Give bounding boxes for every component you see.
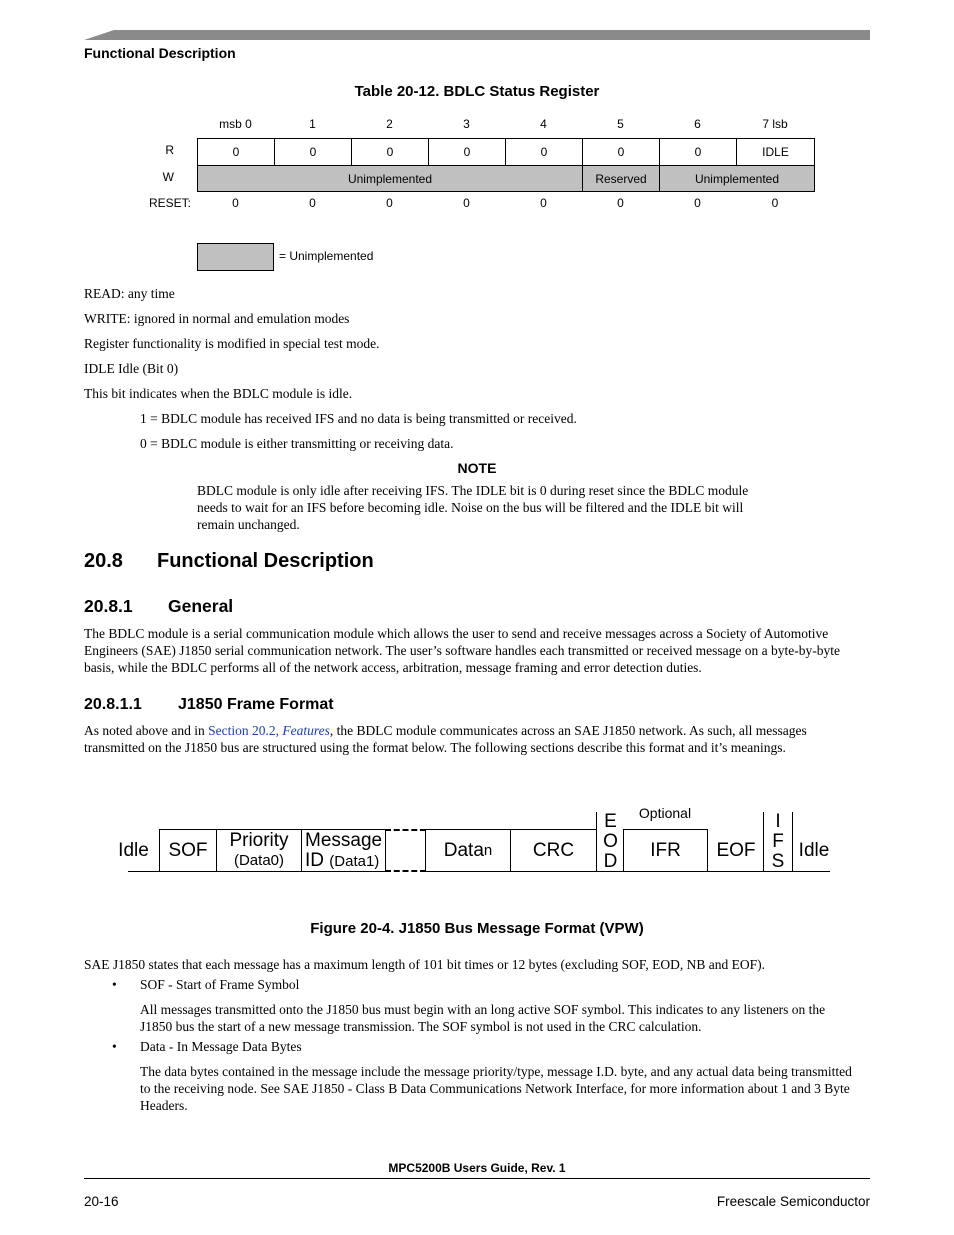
frame-intro-text: As noted above and in	[84, 723, 209, 738]
read-cell: 0	[582, 138, 660, 166]
running-header: Functional Description	[84, 45, 236, 61]
frame-id-sub: (Data1)	[329, 852, 380, 870]
frame-priority-sub: (Data0)	[233, 852, 285, 869]
reset-value: 0	[540, 196, 547, 210]
write-line: WRITE: ignored in normal and emulation modes	[84, 311, 350, 326]
bit-number: msb 0	[219, 117, 252, 131]
note-line: BDLC module is only idle after receiving IFS. The IDLE bit is 0 during reset since the BDLC module	[197, 483, 749, 498]
bullet-data: Data - In Message Data Bytes	[140, 1039, 302, 1054]
frame-eof: EOF	[707, 829, 764, 872]
legend-text: = Unimplemented	[279, 249, 374, 263]
frame-intro-text: , the BDLC module communicates across an SAE J1850 network. As such, all messages	[329, 723, 807, 738]
bullet-sof-line: All messages transmitted onto the J1850 bus must begin with an long active SOF symbol. This indicates to any listeners on the	[140, 1002, 826, 1017]
bullet-symbol: •	[112, 977, 117, 992]
subsubsection-number: 20.8.1.1	[84, 696, 142, 713]
footer-rule	[84, 1178, 870, 1179]
read-cell-idle: IDLE	[736, 138, 815, 166]
company-name: Freescale Semiconductor	[716, 1194, 870, 1209]
frame-ifs-letter: S	[771, 851, 785, 872]
page-number: 20-16	[84, 1194, 119, 1209]
subsection-number: 20.8.1	[84, 596, 133, 616]
frame-intro-line: transmitted on the J1850 bus are structured using the format below. The following sections describe this format and it’s meanings.	[84, 740, 786, 755]
frame-ifs-letter: F	[772, 831, 784, 852]
read-cell: 0	[659, 138, 737, 166]
general-line: basis, while the BDLC performs all of the network access, arbitration, message framing and error detection duties.	[84, 660, 702, 675]
register-line: Register functionality is modified in special test mode.	[84, 336, 380, 351]
frame-data	[425, 829, 511, 872]
frame-eod-letter: O	[603, 831, 618, 852]
frame-data-label: Data	[443, 840, 484, 861]
subsection-title: General	[168, 596, 234, 616]
reset-value: 0	[386, 196, 393, 210]
frame-priority	[216, 829, 302, 872]
frame-eod-letter: D	[603, 851, 618, 872]
frame-continuation	[385, 829, 426, 872]
footer-guide-title: MPC5200B Users Guide, Rev. 1	[388, 1161, 566, 1175]
bullet-sof: SOF - Start of Frame Symbol	[140, 977, 300, 992]
states-line: SAE J1850 states that each message has a maximum length of 101 bit times or 12 bytes (excluding SOF, EOD, NB and EOF).	[84, 957, 765, 972]
row-label-write: W	[162, 170, 174, 184]
frame-intro-line	[84, 722, 807, 739]
frame-message-label: Message	[305, 829, 383, 851]
bit-description: This bit indicates when the BDLC module is idle.	[84, 386, 353, 401]
bit-number: 2	[386, 117, 393, 131]
frame-id-label: ID	[305, 849, 324, 871]
read-cell: 0	[274, 138, 352, 166]
section-number: 20.8	[84, 550, 123, 572]
header-bar	[84, 30, 870, 40]
frame-optional-label: Optional	[638, 805, 692, 821]
reset-value: 0	[694, 196, 701, 210]
bullet-data-line: The data bytes contained in the message include the message priority/type, message I.D. byte, and any actual data being transmitted	[140, 1064, 852, 1079]
general-line: The BDLC module is a serial communication module which allows the user to send and receive messages across a Society of Automotive	[84, 626, 829, 641]
legend-swatch	[197, 243, 274, 271]
reset-value: 0	[463, 196, 470, 210]
bit-number: 7 lsb	[762, 117, 788, 131]
figure-caption: Figure 20-4. J1850 Bus Message Format (VPW)	[310, 920, 644, 937]
frame-id-line	[305, 851, 379, 872]
read-cell: 0	[505, 138, 583, 166]
note-line: needs to wait for an IFS before becoming idle. Noise on the bus will be filtered and the IDLE bit will	[197, 500, 744, 515]
frame-ifs-letter: I	[775, 811, 781, 832]
bit-number: 3	[463, 117, 470, 131]
bit-number: 1	[309, 117, 316, 131]
row-label-read: R	[165, 143, 174, 157]
frame-priority-label: Priority	[229, 830, 289, 851]
row-label-reset: RESET:	[148, 196, 191, 210]
frame-crc: CRC	[510, 829, 597, 872]
subsubsection-title: J1850 Frame Format	[178, 696, 334, 713]
bit-number: 5	[617, 117, 624, 131]
note-title: NOTE	[457, 460, 497, 476]
option-zero: 0 = BDLC module is either transmitting or receiving data.	[140, 436, 454, 451]
read-line: READ: any time	[84, 286, 175, 301]
bit-number: 4	[540, 117, 547, 131]
section-title: Functional Description	[157, 550, 374, 572]
section-link[interactable]: Section 20.2,	[208, 723, 283, 738]
write-cell-unimplemented: Unimplemented	[659, 165, 815, 192]
write-cell-unimplemented: Unimplemented	[197, 165, 583, 192]
reset-value: 0	[232, 196, 239, 210]
frame-eod	[596, 812, 624, 872]
read-cell: 0	[197, 138, 275, 166]
reset-value: 0	[771, 196, 779, 210]
reset-value: 0	[617, 196, 624, 210]
features-link[interactable]: Features	[282, 723, 330, 738]
frame-eod-letter: E	[604, 811, 617, 832]
frame-idle-end: Idle	[798, 840, 830, 861]
reset-value: 0	[309, 196, 316, 210]
read-cell: 0	[351, 138, 429, 166]
table-caption: Table 20-12. BDLC Status Register	[354, 83, 600, 100]
bullet-sof-line: J1850 bus the start of a new message transmission. The SOF symbol is not used in the CRC calculation.	[140, 1019, 702, 1034]
frame-idle-start: Idle	[118, 840, 149, 861]
bullet-data-line: Headers.	[140, 1098, 188, 1113]
frame-sof: SOF	[159, 829, 217, 872]
frame-ifr: IFR	[623, 829, 708, 872]
idle-line: IDLE Idle (Bit 0)	[84, 361, 179, 376]
note-line: remain unchanged.	[197, 517, 300, 532]
option-one: 1 = BDLC module has received IFS and no data is being transmitted or received.	[140, 411, 577, 426]
bit-number: 6	[694, 117, 701, 131]
write-cell-reserved: Reserved	[582, 165, 660, 192]
frame-ifs	[763, 812, 793, 872]
bullet-data-line: to the receiving node. See SAE J1850 - Class B Data Communications Network Interface, for more information about 1 and 3 Byte	[140, 1081, 850, 1096]
frame-data-sub: n	[483, 842, 493, 859]
frame-message-id	[301, 829, 386, 872]
read-cell: 0	[428, 138, 506, 166]
general-line: Engineers (SAE) J1850 serial communication network. The user’s software handles each transmitted or received message on a byte-by-byte	[84, 643, 841, 658]
bullet-symbol: •	[112, 1039, 117, 1054]
